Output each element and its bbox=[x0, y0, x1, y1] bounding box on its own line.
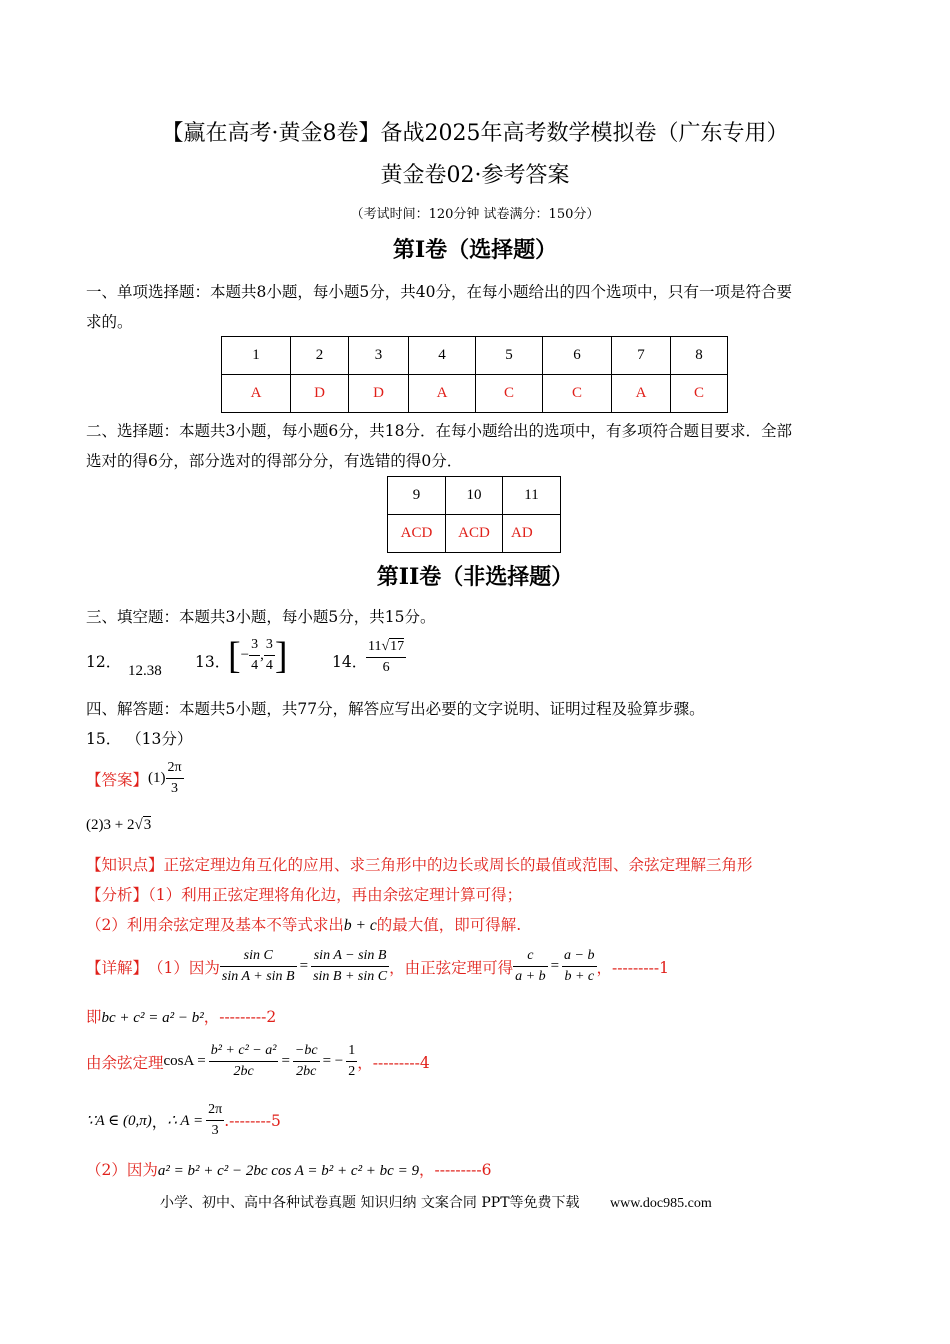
q14-coef: 11 bbox=[368, 639, 382, 654]
q13-left-bracket: [ bbox=[228, 634, 241, 677]
table2-answer-row bbox=[388, 515, 561, 553]
detail-4-expr: ∵A ∈ (0,π) bbox=[86, 1113, 152, 1129]
answer2-prefix: (2) bbox=[86, 817, 104, 833]
q12-label: 12． bbox=[86, 653, 122, 671]
d1-f2-num: sin A − sin B bbox=[311, 946, 389, 967]
detail-text-2a: 即 bbox=[86, 1008, 102, 1026]
footer-text bbox=[160, 1192, 712, 1212]
d3-f1-den: 2bc bbox=[233, 1064, 254, 1079]
d1-f1-num: sin C bbox=[220, 946, 297, 967]
detail1-equals-2: = bbox=[550, 958, 560, 974]
q14-numerator: 11√17 bbox=[366, 637, 406, 658]
table1-number: 6 bbox=[543, 337, 612, 375]
section1-text-line2: 求的。 bbox=[86, 313, 133, 331]
q13-a-num: 3 bbox=[249, 635, 260, 656]
multi-choice-answer-table bbox=[387, 476, 561, 553]
d3-f2-den: 2bc bbox=[296, 1064, 317, 1079]
table1-number: 4 bbox=[409, 337, 476, 375]
table1-number: 3 bbox=[349, 337, 409, 375]
q13-comma: , bbox=[260, 647, 264, 663]
d1-f4-den: b + c bbox=[564, 969, 595, 984]
answer-line-1 bbox=[86, 758, 184, 799]
table1-answer-row bbox=[222, 375, 728, 413]
q13-fraction-a bbox=[249, 635, 260, 676]
choice-answer-table bbox=[221, 336, 728, 413]
table2-answer: ACD bbox=[388, 515, 446, 553]
table1-number-row bbox=[222, 337, 728, 375]
q15-label: 15． （13分） bbox=[86, 730, 193, 748]
detail-text-5b: ，---------6 bbox=[418, 1161, 492, 1179]
knowledge-tag: 【知识点】 bbox=[86, 856, 164, 874]
analysis-text-2a: （2）利用余弦定理及基本不等式求出 bbox=[86, 916, 344, 934]
table1-answer: A bbox=[612, 375, 671, 413]
section2-text-line1: 二、选择题：本题共3小题，每小题6分，共18分．在每小题给出的选项中，有多项符合题目要求．全部 bbox=[86, 422, 792, 440]
q13-answer bbox=[228, 635, 288, 676]
analysis-line-2 bbox=[86, 913, 521, 935]
detail-2-expr: bc + c² = a² − b² bbox=[101, 1010, 204, 1026]
detail-text-4b: .--------5 bbox=[224, 1111, 281, 1130]
answer-line-2: (2)3 + 2√3 bbox=[86, 817, 152, 833]
q13-a-den: 4 bbox=[251, 658, 259, 673]
detail1-fraction-4 bbox=[562, 946, 596, 987]
analysis-text-2b: 的最大值，即可得解. bbox=[376, 916, 522, 934]
q14-den: 6 bbox=[382, 660, 390, 675]
d3-f1-num: b² + c² − a² bbox=[209, 1041, 279, 1062]
detail4-fraction bbox=[206, 1100, 224, 1141]
analysis-tag: 【分析】 bbox=[86, 886, 149, 904]
table1-number: 2 bbox=[291, 337, 349, 375]
table1-number: 7 bbox=[612, 337, 671, 375]
table2-answer: ACD bbox=[446, 515, 503, 553]
footer-promo: 小学、初中、高中各种试卷真题 知识归纳 文案合同 PPT等免费下载 bbox=[160, 1195, 580, 1211]
d3-f2-num: −bc bbox=[293, 1041, 320, 1062]
detail-5-expr: a² = b² + c² − 2bc cos A = b² + c² + bc = 9 bbox=[157, 1163, 419, 1179]
table1-answer: A bbox=[222, 375, 291, 413]
detail-text-1b: ，由正弦定理可得 bbox=[389, 958, 514, 977]
table2-number-row bbox=[388, 477, 561, 515]
exam-info: （考试时间：120分钟 试卷满分：150分） bbox=[350, 207, 600, 222]
detail-text-3a: 由余弦定理 bbox=[86, 1053, 164, 1072]
table2-number: 11 bbox=[503, 477, 561, 515]
table2-number: 10 bbox=[446, 477, 503, 515]
d1-f4-num: a − b bbox=[562, 946, 596, 967]
table1-number: 5 bbox=[476, 337, 543, 375]
q13-fraction-b bbox=[264, 635, 275, 676]
detail-text-3b: ，---------4 bbox=[357, 1053, 430, 1072]
table1-number: 1 bbox=[222, 337, 291, 375]
detail3-minus: = − bbox=[322, 1053, 344, 1069]
table1-answer: D bbox=[291, 375, 349, 413]
table1-answer: C bbox=[543, 375, 612, 413]
detail3-fraction-1 bbox=[209, 1041, 279, 1082]
analysis-line-1 bbox=[86, 883, 522, 905]
detail3-fraction-2 bbox=[293, 1041, 320, 1082]
table2-answer: AD bbox=[503, 515, 561, 553]
detail1-equals: = bbox=[299, 958, 309, 974]
part1-heading: 第I卷（选择题） bbox=[392, 237, 558, 263]
part2-heading: 第II卷（非选择题） bbox=[376, 564, 574, 590]
d3-f3-den: 2 bbox=[348, 1064, 356, 1079]
section3-text: 三、填空题：本题共3小题，每小题5分，共15分。 bbox=[86, 608, 436, 626]
table1-answer: C bbox=[671, 375, 728, 413]
detail-4-mid: ， bbox=[151, 1112, 168, 1131]
q13-b-den: 4 bbox=[265, 658, 273, 673]
detail-4-expr2: ∴ A = bbox=[167, 1113, 204, 1129]
answer2-radicand: 3 bbox=[143, 817, 152, 833]
knowledge-text: 正弦定理边角互化的应用、求三角形中的边长或周长的最值或范围、余弦定理解三角形 bbox=[163, 856, 753, 874]
detail-text-1a: （1）因为 bbox=[148, 958, 220, 977]
detail-line-1 bbox=[86, 946, 669, 987]
section4-text: 四、解答题：本题共5小题，共77分，解答应写出必要的文字说明、证明过程及验算步骤。 bbox=[86, 700, 705, 718]
document-title: 【赢在高考·黄金8卷】备战2025年高考数学模拟卷（广东专用） bbox=[161, 121, 789, 146]
knowledge-line bbox=[86, 853, 753, 875]
q14-radicand: 17 bbox=[390, 639, 405, 654]
detail3-cos: cosA = bbox=[163, 1053, 206, 1069]
analysis-expr: b + c bbox=[343, 917, 377, 934]
q14-fraction bbox=[366, 637, 406, 678]
table1-number: 8 bbox=[671, 337, 728, 375]
table2-number: 9 bbox=[388, 477, 446, 515]
detail1-fraction-3 bbox=[513, 946, 547, 987]
analysis-text-1: （1）利用正弦定理将角化边，再由余弦定理计算可得； bbox=[148, 886, 523, 904]
q12-answer: 12.38 bbox=[128, 663, 162, 679]
detail-text-2b: ，---------2 bbox=[203, 1008, 277, 1026]
detail-line-2 bbox=[86, 1005, 276, 1027]
detail-line-3 bbox=[86, 1041, 430, 1082]
answer1-fraction bbox=[166, 758, 184, 799]
d4-num: 2π bbox=[206, 1100, 224, 1121]
detail3-fraction-3 bbox=[346, 1041, 357, 1082]
d1-f1-den: sin A + sin B bbox=[221, 969, 295, 984]
section2-text-line2: 选对的得6分，部分选对的得部分分，有选错的得0分． bbox=[86, 452, 463, 470]
answer-tag: 【答案】 bbox=[86, 770, 149, 789]
answer1-num: 2π bbox=[166, 758, 184, 779]
answer1-den: 3 bbox=[171, 781, 179, 796]
q14-answer bbox=[366, 637, 406, 678]
q13-label: 13． bbox=[195, 653, 231, 671]
table1-answer: A bbox=[409, 375, 476, 413]
detail-line-4 bbox=[86, 1100, 281, 1141]
section1-text-line1: 一、单项选择题：本题共8小题，每小题5分，共40分，在每小题给出的四个选项中，只有一项是符合要 bbox=[86, 283, 792, 301]
d3-f3-num: 1 bbox=[346, 1041, 357, 1062]
q13-right-bracket: ] bbox=[274, 634, 288, 677]
answer2-expr: 3 + 2 bbox=[103, 817, 135, 833]
q13-minus: − bbox=[240, 647, 250, 663]
q14-label: 14． bbox=[332, 653, 368, 671]
d1-f3-num: c bbox=[513, 946, 547, 967]
detail-text-1c: ，---------1 bbox=[596, 958, 669, 977]
table1-answer: C bbox=[476, 375, 543, 413]
d1-f2-den: sin B + sin C bbox=[313, 969, 388, 984]
detail-text-5a: （2）因为 bbox=[86, 1161, 158, 1179]
document-subtitle: 黄金卷02·参考答案 bbox=[380, 163, 570, 188]
footer-url[interactable]: www.doc985.com bbox=[609, 1196, 712, 1211]
detail-line-5 bbox=[86, 1158, 491, 1180]
answer1-prefix: (1) bbox=[148, 770, 166, 786]
detail1-fraction-2 bbox=[311, 946, 389, 987]
detail1-fraction-1 bbox=[220, 946, 297, 987]
detail-tag: 【详解】 bbox=[86, 958, 149, 977]
d4-den: 3 bbox=[211, 1123, 219, 1138]
detail3-equals: = bbox=[281, 1053, 290, 1069]
q13-b-num: 3 bbox=[264, 635, 275, 656]
table1-answer: D bbox=[349, 375, 409, 413]
d1-f3-den: a + b bbox=[515, 969, 546, 984]
